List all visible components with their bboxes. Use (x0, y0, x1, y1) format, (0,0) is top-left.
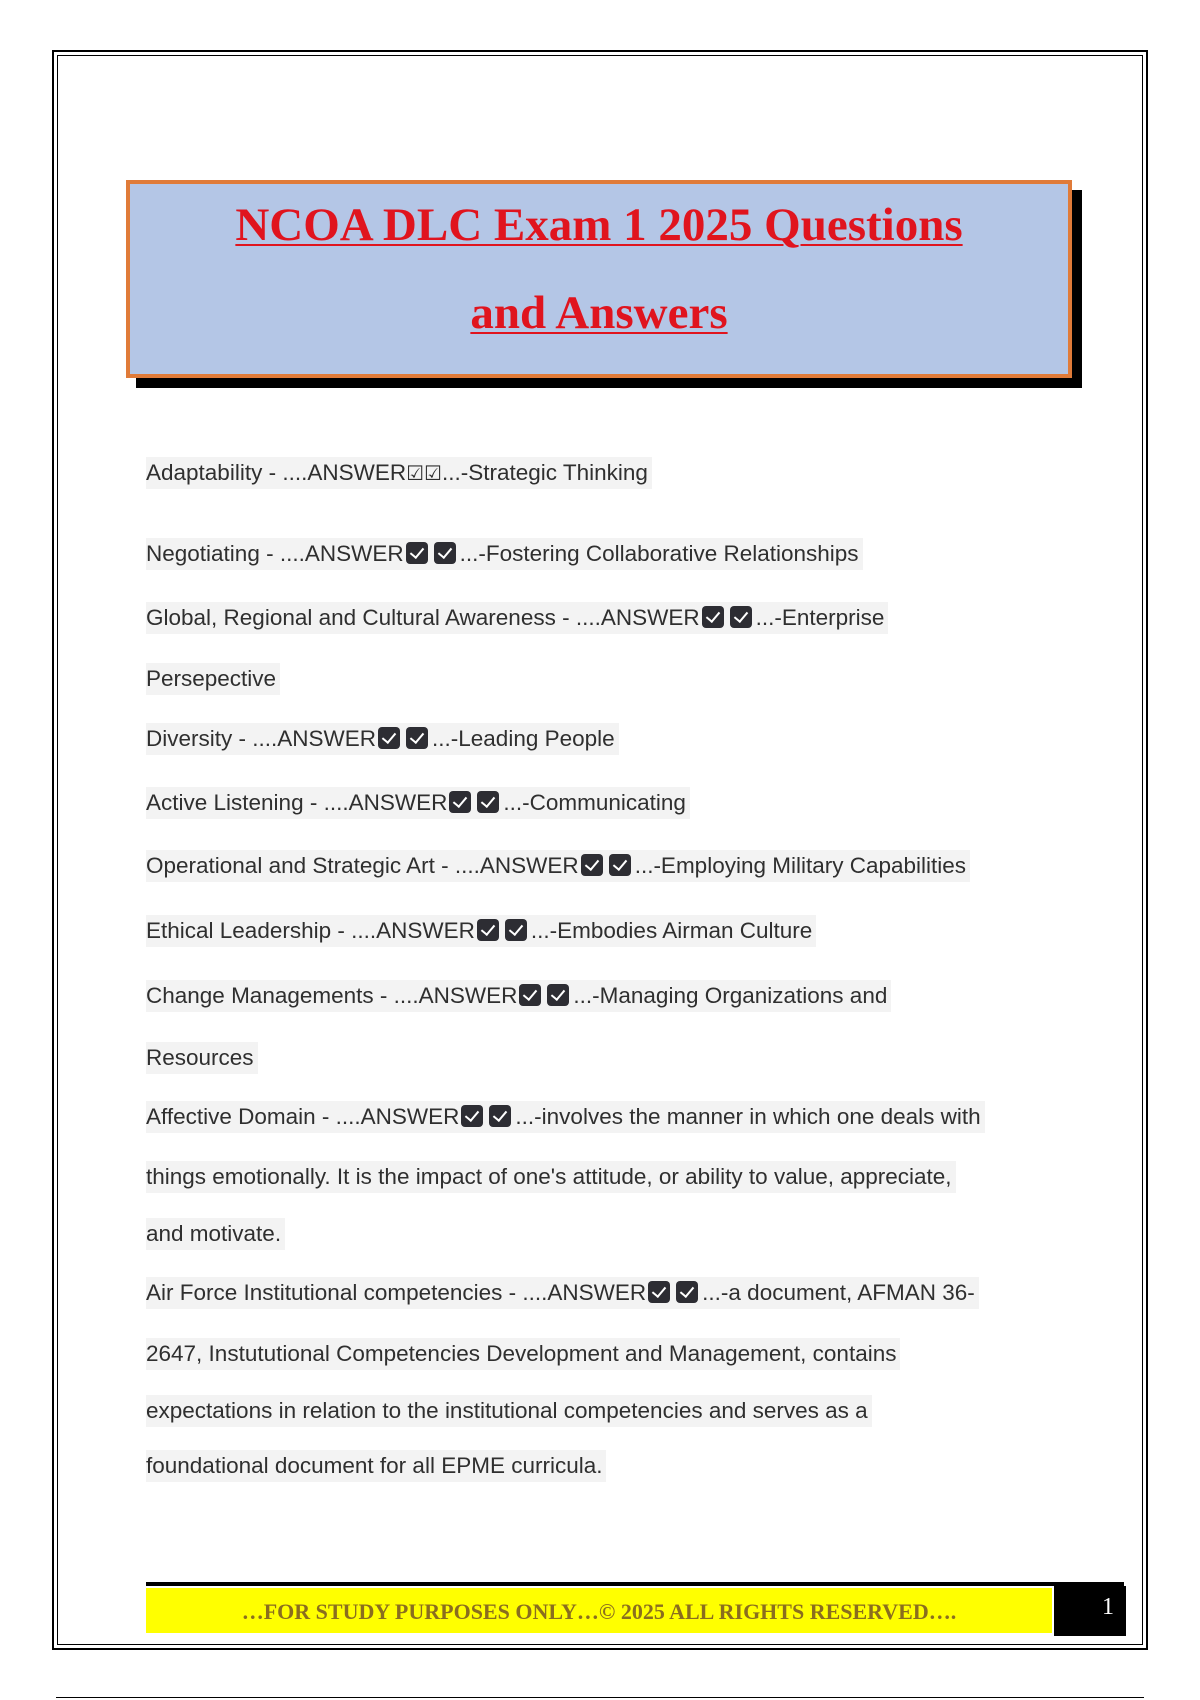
check-mark-icon (505, 919, 527, 941)
qa-line (146, 1395, 872, 1427)
qa-line-text: Change Managements - ....ANSWER (146, 983, 518, 1008)
check-mark-icon (461, 1105, 483, 1127)
check-mark-icon (378, 727, 400, 749)
qa-line (146, 1218, 285, 1250)
qa-line (146, 1338, 900, 1370)
check-mark-icon (434, 542, 456, 564)
check-mark-icon (702, 606, 724, 628)
qa-line (146, 1277, 979, 1309)
check-mark-icon (581, 854, 603, 876)
qa-line (146, 915, 816, 947)
qa-answer-text: ...-involves the manner in which one deals with (515, 1104, 981, 1129)
document-title-line-2: and Answers (470, 287, 728, 339)
qa-line-text: Persepective (146, 666, 277, 691)
qa-line (146, 663, 280, 695)
check-mark-icon (449, 791, 471, 813)
qa-line (146, 457, 652, 489)
check-mark-icon (489, 1105, 511, 1127)
qa-line-text: foundational document for all EPME curricula. (146, 1453, 603, 1478)
qa-line-text: Operational and Strategic Art - ....ANSWER (146, 853, 579, 878)
qa-line-text: Global, Regional and Cultural Awareness - ....ANSWER (146, 605, 700, 630)
qa-answer-text: ...-Strategic Thinking (441, 460, 648, 485)
footer-divider (146, 1582, 1124, 1586)
check-mark-icon (648, 1281, 670, 1303)
page-number: 1 (1054, 1586, 1126, 1636)
qa-line-text: Diversity - ....ANSWER (146, 726, 377, 751)
check-mark-icon (730, 606, 752, 628)
qa-answer-text: ...-Employing Military Capabilities (634, 853, 967, 878)
qa-answer-text: ...-Embodies Airman Culture (530, 918, 813, 943)
footer-notice: …FOR STUDY PURPOSES ONLY…© 2025 ALL RIGHTS RESERVED…. (146, 1588, 1052, 1633)
check-mark-icon (406, 727, 428, 749)
qa-line (146, 1450, 606, 1482)
qa-line (146, 980, 891, 1012)
bottom-divider (56, 1697, 1144, 1698)
qa-line (146, 850, 970, 882)
qa-line (146, 1161, 956, 1193)
check-mark-icon (519, 984, 541, 1006)
qa-line-text: things emotionally. It is the impact of one's attitude, or ability to value, appreciate, (146, 1164, 952, 1189)
qa-line-text: Affective Domain - ....ANSWER (146, 1104, 460, 1129)
ballot-check-icon: ☑☑ (406, 461, 442, 485)
check-mark-icon (477, 919, 499, 941)
qa-line-text: and motivate. (146, 1221, 282, 1246)
qa-line (146, 1101, 985, 1133)
check-mark-icon (406, 542, 428, 564)
qa-line-text: Negotiating - ....ANSWER (146, 541, 404, 566)
qa-line (146, 602, 888, 634)
qa-line-text: Active Listening - ....ANSWER (146, 790, 448, 815)
qa-answer-text: ...-Fostering Collaborative Relationships (459, 541, 859, 566)
qa-line (146, 1042, 258, 1074)
qa-line-text: Resources (146, 1045, 254, 1070)
qa-answer-text: ...-a document, AFMAN 36- (702, 1280, 975, 1305)
check-mark-icon (676, 1281, 698, 1303)
qa-line-text: 2647, Instututional Competencies Development and Management, contains (146, 1341, 897, 1366)
document-title-line-1: NCOA DLC Exam 1 2025 Questions (235, 199, 963, 251)
qa-line (146, 787, 690, 819)
qa-answer-text: ...-Managing Organizations and (573, 983, 888, 1008)
qa-line-text: Adaptability - ....ANSWER (146, 460, 407, 485)
check-mark-icon (547, 984, 569, 1006)
qa-line (146, 538, 863, 570)
qa-answer-text: ...-Enterprise (755, 605, 885, 630)
qa-line (146, 723, 619, 755)
check-mark-icon (477, 791, 499, 813)
qa-answer-text: ...-Communicating (503, 790, 686, 815)
qa-line-text: Air Force Institutional competencies - ....ANSWER (146, 1280, 647, 1305)
qa-line-text: Ethical Leadership - ....ANSWER (146, 918, 475, 943)
qa-answer-text: ...-Leading People (432, 726, 615, 751)
qa-line-text: expectations in relation to the institutional competencies and serves as a (146, 1398, 868, 1423)
title-banner (126, 180, 1072, 378)
check-mark-icon (609, 854, 631, 876)
